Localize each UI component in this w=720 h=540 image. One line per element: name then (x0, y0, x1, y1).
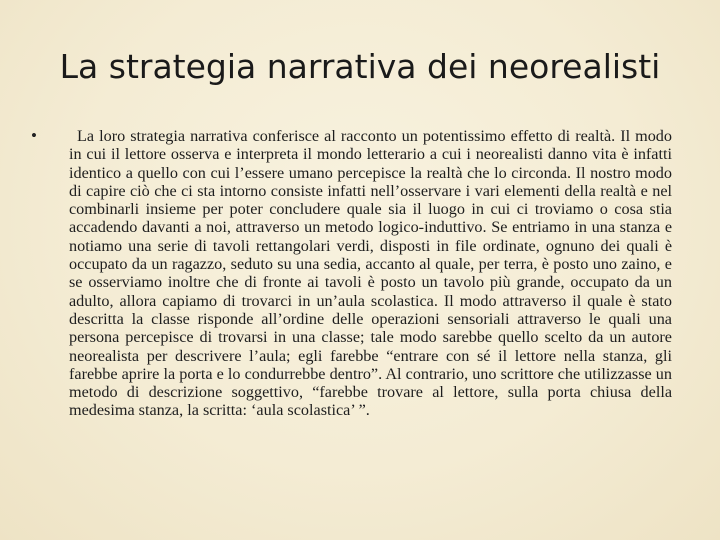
slide-body-paragraph: La loro strategia narrativa conferisce al racconto un potentissimo effetto di realtà. Il modo in cui il lettore osserva e interpreta il mondo letterario a cui i neorealisti danno vita è infatti identico a quello con cui l’essere umano percepisce la realtà che lo circonda. Il nostro modo di capire ciò che ci sta intorno consiste infatti nell’osservare i vari elementi della realtà e nel combinarli insieme per poter concludere quale sia il luogo in cui ci troviamo o cosa stia accadendo davanti a noi, attraverso un metodo logico-induttivo. Se entriamo in una stanza e notiamo una serie di tavoli rettangolari verdi, disposti in file ordinate, ognuno dei quali è occupato da un ragazzo, seduto su una sedia, accanto al quale, per terra, è posto uno zaino, e se osserviamo inoltre che di fronte ai tavoli è posto un tavolo più grande, occupato da un adulto, allora capiamo di trovarci in un’aula scolastica. Il modo attraverso il quale è stato descritta la classe risponde all’ordine delle operazioni sensoriali attraverso le quali una persona percepisce di trovarsi in una classe; tale modo sarebbe quello scelto da un autore neorealista per descrivere l’aula; egli farebbe “entrare con sé il lettore nella stanza, gli farebbe aprire la porta e lo condurrebbe dentro”. Al contrario, uno scrittore che utilizzasse un metodo di descrizione soggettivo, “farebbe trovare al lettore, sulla porta chiusa della medesima stanza, la scritta: ‘aula scolastica’ ”. (69, 127, 672, 420)
bullet-marker: • (31, 126, 37, 145)
slide-title: La strategia narrativa dei neorealisti (59, 47, 661, 86)
